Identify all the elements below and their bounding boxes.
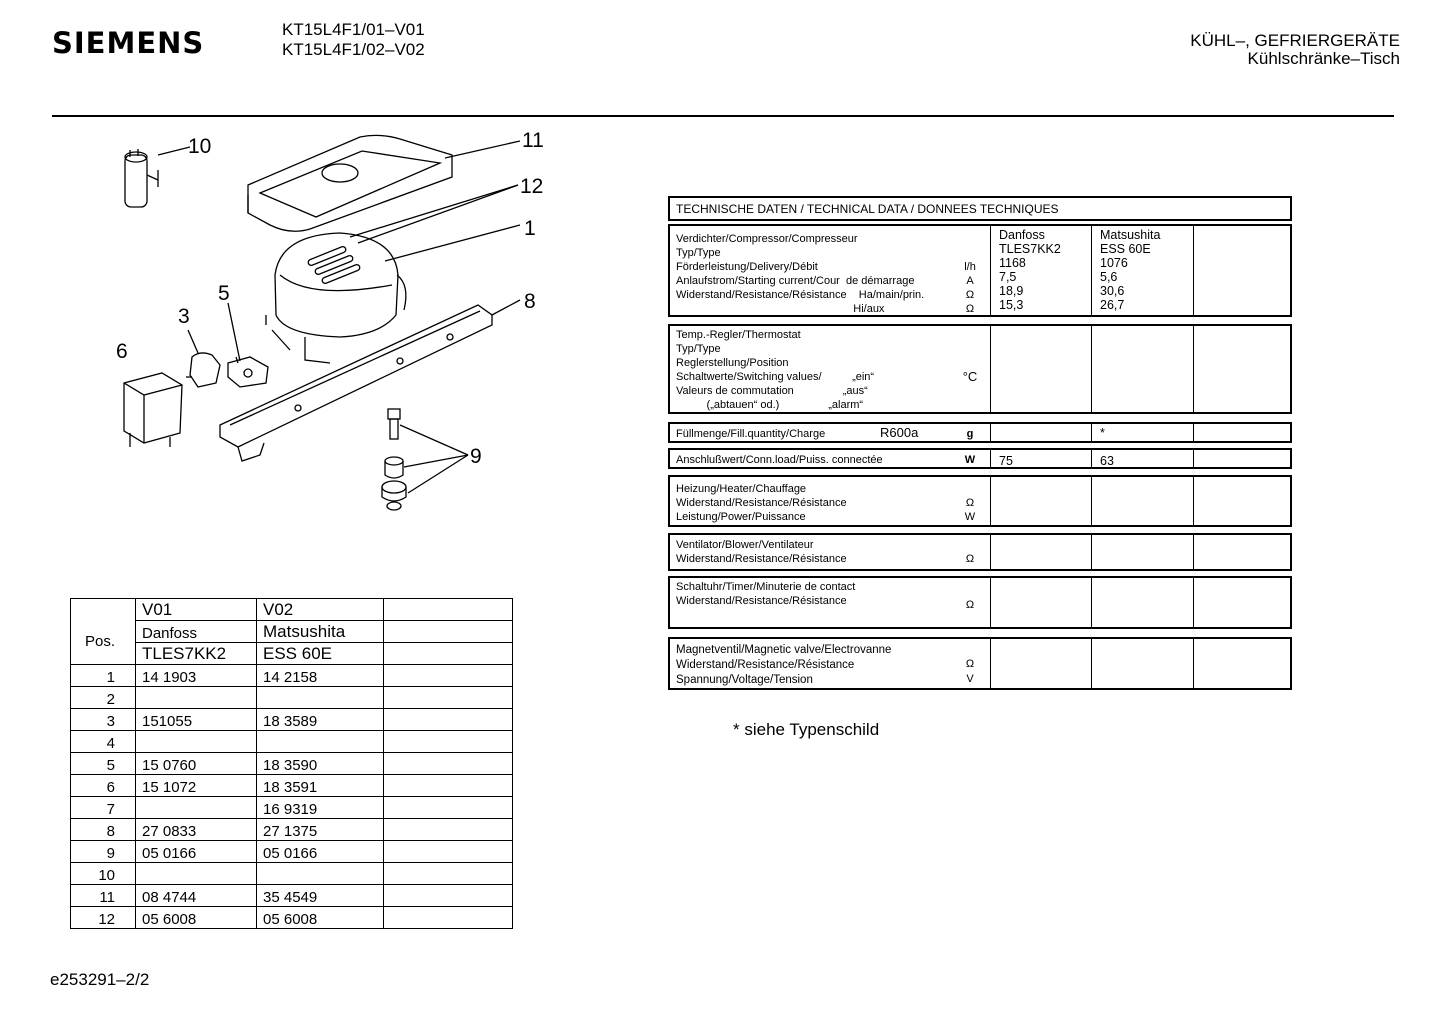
part-relay-5 — [228, 357, 268, 387]
part-pos: 2 — [71, 687, 136, 709]
model-number: KT15L4F1/02–V02 — [282, 40, 425, 59]
blower-units — [950, 538, 990, 566]
compressor-value-danfoss: 18,9 — [999, 284, 1024, 298]
header-rule — [52, 115, 1394, 117]
table-row — [71, 841, 513, 863]
part-overload-3 — [186, 353, 220, 387]
valve-units — [950, 643, 990, 687]
category-title: KÜHL–, GEFRIERGERÄTE — [1190, 31, 1400, 50]
valve-unit — [950, 643, 990, 657]
table-row — [71, 819, 513, 841]
heater-units — [950, 482, 990, 524]
parts-table — [70, 598, 513, 929]
part-pos: 3 — [71, 709, 136, 731]
exploded-parts-diagram — [100, 125, 560, 520]
charge-refrigerant: R600a — [880, 425, 919, 440]
part-number-v01 — [136, 687, 257, 709]
table-row — [71, 753, 513, 775]
load-matsushita: 63 — [1091, 450, 1193, 467]
thermostat-line: Typ/Type — [676, 343, 721, 355]
part-pos: 9 — [71, 841, 136, 863]
callout-8: 8 — [524, 290, 536, 313]
callout-5: 5 — [218, 282, 230, 305]
charge-matsushita: * — [1091, 424, 1193, 441]
heater-line: Widerstand/Resistance/Résistance — [676, 497, 847, 509]
part-mounting-set-9 — [382, 409, 406, 510]
part-number-v01: 151055 — [136, 709, 257, 731]
callout-9: 9 — [470, 445, 482, 468]
empty-cell — [384, 907, 513, 929]
part-number-v01: 14 1903 — [136, 665, 257, 687]
load-unit: W — [964, 454, 976, 466]
load-label: Anschlußwert/Conn.load/Puiss. connectée — [676, 454, 883, 466]
table-row — [71, 731, 513, 753]
charge-danfoss — [990, 424, 1091, 441]
compressor-unit: Ω — [965, 303, 975, 315]
part-pos: 5 — [71, 753, 136, 775]
part-number-v01: 15 1072 — [136, 775, 257, 797]
compressor-col-matsushita — [1091, 226, 1193, 315]
compressor-value-matsushita: 1076 — [1100, 256, 1128, 270]
pos-header: Pos. — [71, 599, 136, 665]
part-cover-6 — [124, 373, 182, 447]
thermostat-line: Valeurs de commutation „aus“ — [676, 385, 868, 397]
thermostat-line: Temp.-Regler/Thermostat — [676, 329, 801, 341]
table-row — [71, 863, 513, 885]
blower-unit: Ω — [965, 553, 975, 565]
table-row — [71, 907, 513, 929]
part-number-v01: 08 4744 — [136, 885, 257, 907]
callout-12: 12 — [520, 175, 544, 198]
part-number-v02: 18 3589 — [257, 709, 384, 731]
tech-section-compressor — [668, 224, 1292, 317]
empty-cell — [384, 863, 513, 885]
compressor-value-danfoss: 15,3 — [999, 298, 1024, 312]
valve-line: Spannung/Voltage/Tension — [676, 674, 813, 686]
heater-unit: Ω — [965, 497, 975, 509]
page-id: e253291–2/2 — [50, 970, 150, 989]
heater-line: Heizung/Heater/Chauffage — [676, 483, 807, 495]
tech-section-blower — [668, 533, 1292, 571]
part-number-v02 — [257, 731, 384, 753]
compressor-unit: Ω — [965, 289, 975, 301]
tech-section-thermostat — [668, 324, 1292, 414]
brand-v02: Matsushita — [257, 621, 384, 643]
compressor-value-danfoss: TLES7KK2 — [999, 242, 1061, 256]
empty-cell — [384, 885, 513, 907]
compressor-value-matsushita: ESS 60E — [1100, 242, 1151, 256]
compressor-col-danfoss — [990, 226, 1091, 315]
part-number-v01: 15 0760 — [136, 753, 257, 775]
part-number-v02: 18 3591 — [257, 775, 384, 797]
compressor-unit: l/h — [964, 261, 976, 273]
charge-label: Füllmenge/Fill.quantity/Charge — [676, 428, 826, 440]
blower-line: Ventilator/Blower/Ventilateur — [676, 539, 814, 551]
part-pos: 10 — [71, 863, 136, 885]
thermostat-line: Reglerstellung/Position — [676, 357, 789, 369]
callout-10: 10 — [188, 135, 212, 158]
timer-units — [950, 584, 990, 612]
part-number-v02: 05 0166 — [257, 841, 384, 863]
empty-cell — [384, 841, 513, 863]
empty-cell — [384, 753, 513, 775]
part-number-v02: 18 3590 — [257, 753, 384, 775]
tech-section-valve — [668, 637, 1292, 690]
charge-unit: g — [966, 428, 974, 440]
part-number-v01 — [136, 731, 257, 753]
tech-data-title: TECHNISCHE DATEN / TECHNICAL DATA / DONNEES TECHNIQUES — [668, 196, 1292, 221]
model-number: KT15L4F1/01–V01 — [282, 20, 425, 39]
compressor-line: Verdichter/Compressor/Compresseur — [676, 233, 858, 245]
valve-labels — [676, 643, 891, 688]
table-row — [71, 885, 513, 907]
compressor-unit — [950, 246, 990, 260]
compressor-value-danfoss: Danfoss — [999, 228, 1045, 242]
callout-3: 3 — [178, 305, 190, 328]
part-capacitor-10 — [125, 149, 158, 207]
compressor-value-matsushita: Matsushita — [1100, 228, 1161, 242]
compressor-line: Hi/aux — [676, 303, 885, 315]
compressor-unit: A — [966, 275, 974, 287]
part-drip-tray-11 — [248, 135, 452, 231]
compressor-value-matsushita: 26,7 — [1100, 298, 1125, 312]
part-number-v01: 05 0166 — [136, 841, 257, 863]
type-v01: TLES7KK2 — [136, 643, 257, 665]
table-row — [71, 709, 513, 731]
part-pos: 6 — [71, 775, 136, 797]
variant-v02: V02 — [257, 599, 384, 621]
compressor-line: Typ/Type — [676, 247, 721, 259]
valve-line: Magnetventil/Magnetic valve/Electrovanne — [676, 644, 892, 656]
empty-cell — [384, 665, 513, 687]
tech-section-load — [668, 448, 1292, 469]
thermostat-line: („abtauen“ od.) „alarm“ — [676, 399, 864, 411]
empty-cell — [384, 731, 513, 753]
timer-unit — [950, 584, 990, 598]
empty-cell — [384, 797, 513, 819]
table-row — [71, 797, 513, 819]
part-number-v02: 35 4549 — [257, 885, 384, 907]
part-pos: 12 — [71, 907, 136, 929]
part-number-v02 — [257, 863, 384, 885]
thermostat-line: Schaltwerte/Switching values/ „ein“ — [676, 371, 875, 383]
heater-labels — [676, 482, 847, 524]
callout-11: 11 — [522, 129, 544, 152]
part-pos: 4 — [71, 731, 136, 753]
part-number-v02: 27 1375 — [257, 819, 384, 841]
compressor-line: Anlaufstrom/Starting current/Cour de démarrage — [676, 275, 915, 287]
part-pos: 1 — [71, 665, 136, 687]
heater-unit: W — [964, 511, 976, 523]
compressor-units — [950, 232, 990, 316]
empty-cell — [384, 819, 513, 841]
timer-unit: Ω — [965, 599, 975, 611]
part-number-v01 — [136, 863, 257, 885]
heater-unit — [950, 482, 990, 496]
tech-section-timer — [668, 576, 1292, 629]
tech-section-heater — [668, 475, 1292, 527]
brand-v01: Danfoss — [136, 621, 257, 643]
empty-cell — [384, 709, 513, 731]
part-pos: 8 — [71, 819, 136, 841]
compressor-line: Förderleistung/Delivery/Débit — [676, 261, 818, 273]
compressor-value-danfoss: 7,5 — [999, 270, 1017, 284]
thermostat-labels — [676, 328, 874, 412]
thermostat-unit: °C — [962, 369, 978, 384]
empty-cell — [384, 687, 513, 709]
part-number-v01 — [136, 797, 257, 819]
heater-line: Leistung/Power/Puissance — [676, 511, 806, 523]
table-row — [71, 687, 513, 709]
blower-line: Widerstand/Resistance/Résistance — [676, 553, 847, 565]
tech-section-charge — [668, 422, 1292, 443]
variant-v01: V01 — [136, 599, 257, 621]
brand-logo: SIEMENS — [52, 26, 205, 60]
compressor-unit — [950, 232, 990, 246]
timer-labels — [676, 580, 855, 608]
type-v02: ESS 60E — [257, 643, 384, 665]
part-pos: 7 — [71, 797, 136, 819]
compressor-value-matsushita: 5,6 — [1100, 270, 1118, 284]
part-number-v02: 05 6008 — [257, 907, 384, 929]
blower-unit — [950, 538, 990, 552]
table-row — [71, 665, 513, 687]
empty-cell — [384, 775, 513, 797]
valve-line: Widerstand/Resistance/Résistance — [676, 659, 855, 671]
callout-6: 6 — [116, 340, 128, 363]
compressor-value-danfoss: 1168 — [999, 256, 1026, 270]
part-number-v01: 05 6008 — [136, 907, 257, 929]
part-number-v02 — [257, 687, 384, 709]
footnote: * siehe Typenschild — [733, 720, 880, 739]
table-row — [71, 775, 513, 797]
blower-labels — [676, 538, 847, 566]
compressor-value-matsushita: 30,6 — [1100, 284, 1125, 298]
category-subtitle: Kühlschränke–Tisch — [1247, 49, 1400, 68]
part-number-v02: 16 9319 — [257, 797, 384, 819]
part-base-rail-8 — [220, 305, 492, 461]
valve-unit: Ω — [965, 658, 975, 670]
part-number-v01: 27 0833 — [136, 819, 257, 841]
load-danfoss: 75 — [990, 450, 1091, 467]
part-number-v02: 14 2158 — [257, 665, 384, 687]
part-compressor-1 — [266, 233, 406, 363]
timer-line: Schaltuhr/Timer/Minuterie de contact — [676, 581, 856, 593]
compressor-line: Widerstand/Resistance/Résistance Ha/main/prin. — [676, 289, 925, 301]
valve-unit: V — [966, 673, 974, 685]
callout-1: 1 — [524, 217, 536, 240]
timer-line: Widerstand/Resistance/Résistance — [676, 595, 847, 607]
part-pos: 11 — [71, 885, 136, 907]
compressor-labels — [676, 232, 924, 316]
